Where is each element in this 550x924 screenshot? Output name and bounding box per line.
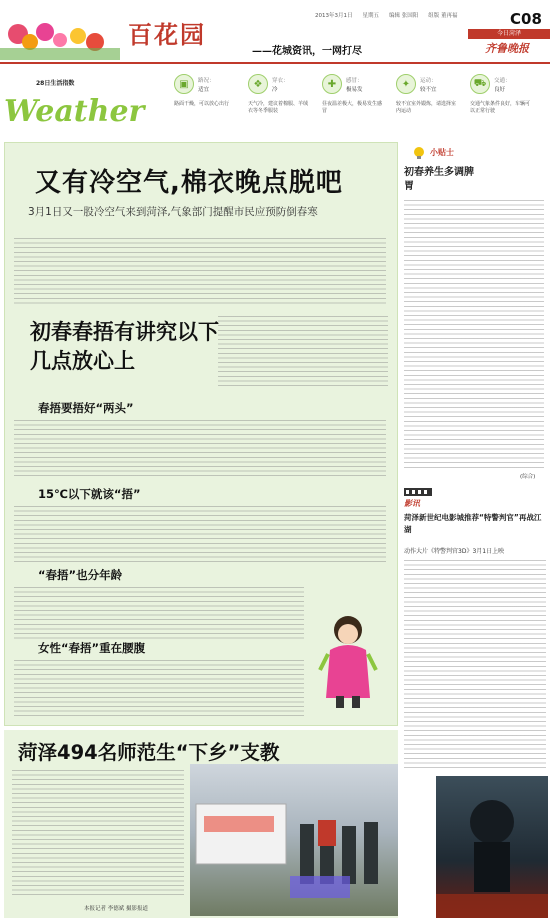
news-headline: 菏泽494名师范生“下乡”支教 bbox=[18, 741, 280, 764]
article-body-text bbox=[14, 587, 304, 639]
news-photo bbox=[190, 764, 398, 916]
girl-illustration bbox=[312, 610, 384, 710]
weather-item-road: ▣ 路况： 适宜 路面干燥，可以放心出行 bbox=[174, 74, 242, 94]
page-number: C08 bbox=[510, 10, 542, 28]
weather-count-label: 28日生活指数 bbox=[36, 80, 75, 87]
lightbulb-icon bbox=[412, 145, 426, 159]
tips-body-text bbox=[404, 200, 544, 470]
traffic-icon: ⛟ bbox=[470, 74, 490, 94]
subheading-2: 15℃以下就该“捂” bbox=[38, 487, 141, 501]
designer: 组版 董再福 bbox=[428, 13, 458, 19]
tips-headline: 初春养生多调脾胃 bbox=[404, 167, 474, 192]
cold-icon: ✚ bbox=[322, 74, 342, 94]
page-meta bbox=[315, 11, 505, 19]
film-reel-icon bbox=[404, 484, 432, 498]
subheading-1: 春捂要捂好“两头” bbox=[38, 401, 134, 415]
article-body-text bbox=[14, 420, 386, 478]
column-title: 百花园 bbox=[128, 20, 206, 49]
clothes-icon: ❖ bbox=[248, 74, 268, 94]
article-body-text bbox=[14, 238, 386, 306]
film-body-text bbox=[404, 560, 546, 770]
road-icon: ▣ bbox=[174, 74, 194, 94]
subheading-3: “春捂”也分年龄 bbox=[38, 568, 123, 582]
weekday: 星期五 bbox=[362, 13, 380, 19]
article-body-text bbox=[14, 506, 386, 562]
news-byline: 本报记者 李德斌 摄影报道 bbox=[84, 906, 148, 912]
tips-title: 小贴士 bbox=[430, 148, 454, 157]
film-headline: 菏泽新世纪电影城推荐“特警判官”再战江湖 bbox=[404, 513, 542, 534]
section-headline: 初春春捂有讲究以下几点放心上 bbox=[30, 320, 219, 373]
weather-item-traffic: ⛟ 交通： 良好 交通气象条件良好，车辆可以正常行驶 bbox=[470, 74, 538, 94]
film-subheadline: 动作大片《特警判官3D》3月1日上映 bbox=[404, 548, 505, 555]
weather-item-clothes: ❖ 穿衣： 冷 天气冷，建议着棉服、羊绒衣等冬季服装 bbox=[248, 74, 316, 94]
news-body-text bbox=[12, 770, 184, 898]
weather-title: Weather bbox=[4, 94, 145, 129]
newspaper-logo: 齐鲁晚报 bbox=[485, 42, 529, 55]
tips-sign: (综合) bbox=[520, 474, 536, 480]
main-headline: 又有冷空气,棉衣晚点脱吧 bbox=[35, 168, 343, 198]
sport-icon: ✦ bbox=[396, 74, 416, 94]
flower-banner-image bbox=[0, 12, 120, 60]
editor: 编辑 张国阳 bbox=[389, 13, 419, 19]
article-body-text bbox=[14, 660, 304, 720]
column-slogan: ——花城资讯，一网打尽 bbox=[252, 46, 362, 57]
movie-poster bbox=[436, 776, 548, 918]
weather-item-sport: ✦ 运动： 较不宜 较不宜室外锻炼，请选择室内运动 bbox=[396, 74, 464, 94]
subheading-4: 女性“春捂”重在腰腹 bbox=[38, 641, 146, 655]
article-body-text bbox=[218, 316, 388, 386]
date: 2013年3月1日 bbox=[315, 13, 353, 19]
weather-item-cold: ✚ 感冒： 极易发 昼夜温差极大，极易发生感冒 bbox=[322, 74, 390, 94]
main-subheadline: 3月1日又一股冷空气来到菏泽,气象部门提醒市民应预防倒春寒 bbox=[28, 206, 318, 218]
section-label: 今日菏泽 bbox=[468, 29, 550, 39]
film-title: 影讯 bbox=[404, 499, 420, 508]
